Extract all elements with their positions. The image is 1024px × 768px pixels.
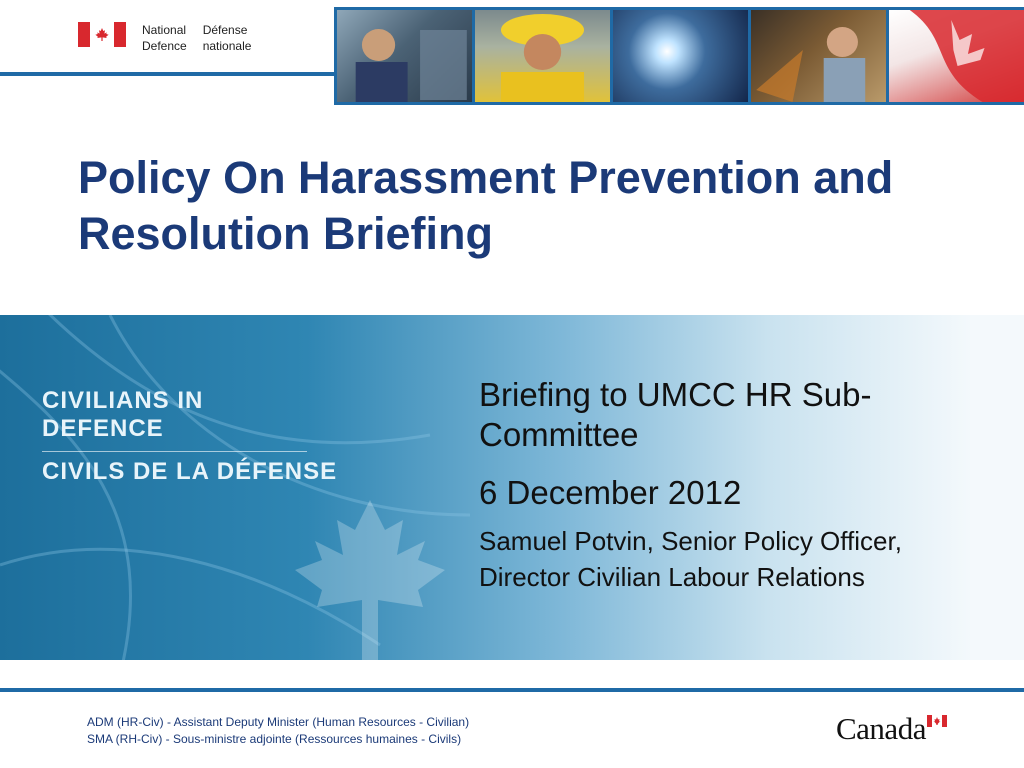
technician-photo: [751, 10, 886, 102]
footer-line-fr: SMA (RH-Civ) - Sous-ministre adjointe (Ressources humaines - Civils): [87, 732, 462, 746]
civilians-in-defence-label: [42, 387, 337, 486]
briefing-audience: Briefing to UMCC HR Sub-Committee: [479, 376, 872, 453]
banner-text-en: CIVILIANS IN DEFENCE: [42, 387, 307, 452]
presenter: Samuel Potvin, Senior Policy Officer, Director Civilian Labour Relations: [479, 526, 902, 592]
header-divider: [0, 72, 340, 76]
civilians-banner: [0, 315, 1024, 660]
banner-text-fr: CIVILS DE LA DÉFENSE: [42, 458, 338, 485]
maple-leaf-watermark: [295, 500, 445, 660]
canada-flag-icon: [78, 22, 126, 47]
wordmark-flag-icon: [927, 715, 947, 727]
dept-name-en-line2: Defence: [142, 39, 187, 53]
dept-name-en-line1: National: [142, 23, 187, 37]
footer-divider: [0, 688, 1024, 692]
department-signature: [78, 22, 267, 54]
dept-name-fr-line2: nationale: [202, 39, 252, 53]
footer-notes: [87, 714, 469, 748]
photo-banner: [334, 7, 1024, 105]
canadian-flag-photo: [889, 10, 1024, 102]
briefing-details: [479, 375, 999, 595]
firefighter-photo: [475, 10, 610, 102]
telephone-operator-photo: [337, 10, 472, 102]
canada-wordmark: [836, 711, 926, 747]
briefing-date: 6 December 2012: [479, 474, 742, 511]
dept-name-fr-line1: Défense: [202, 23, 248, 37]
slide-title: Policy On Harassment Prevention and Resolution Briefing: [78, 152, 894, 259]
wordmark-text: Canada: [836, 711, 926, 746]
footer-line-en: ADM (HR-Civ) - Assistant Deputy Minister (Human Resources - Civilian): [87, 715, 470, 729]
welder-photo: [613, 10, 748, 102]
